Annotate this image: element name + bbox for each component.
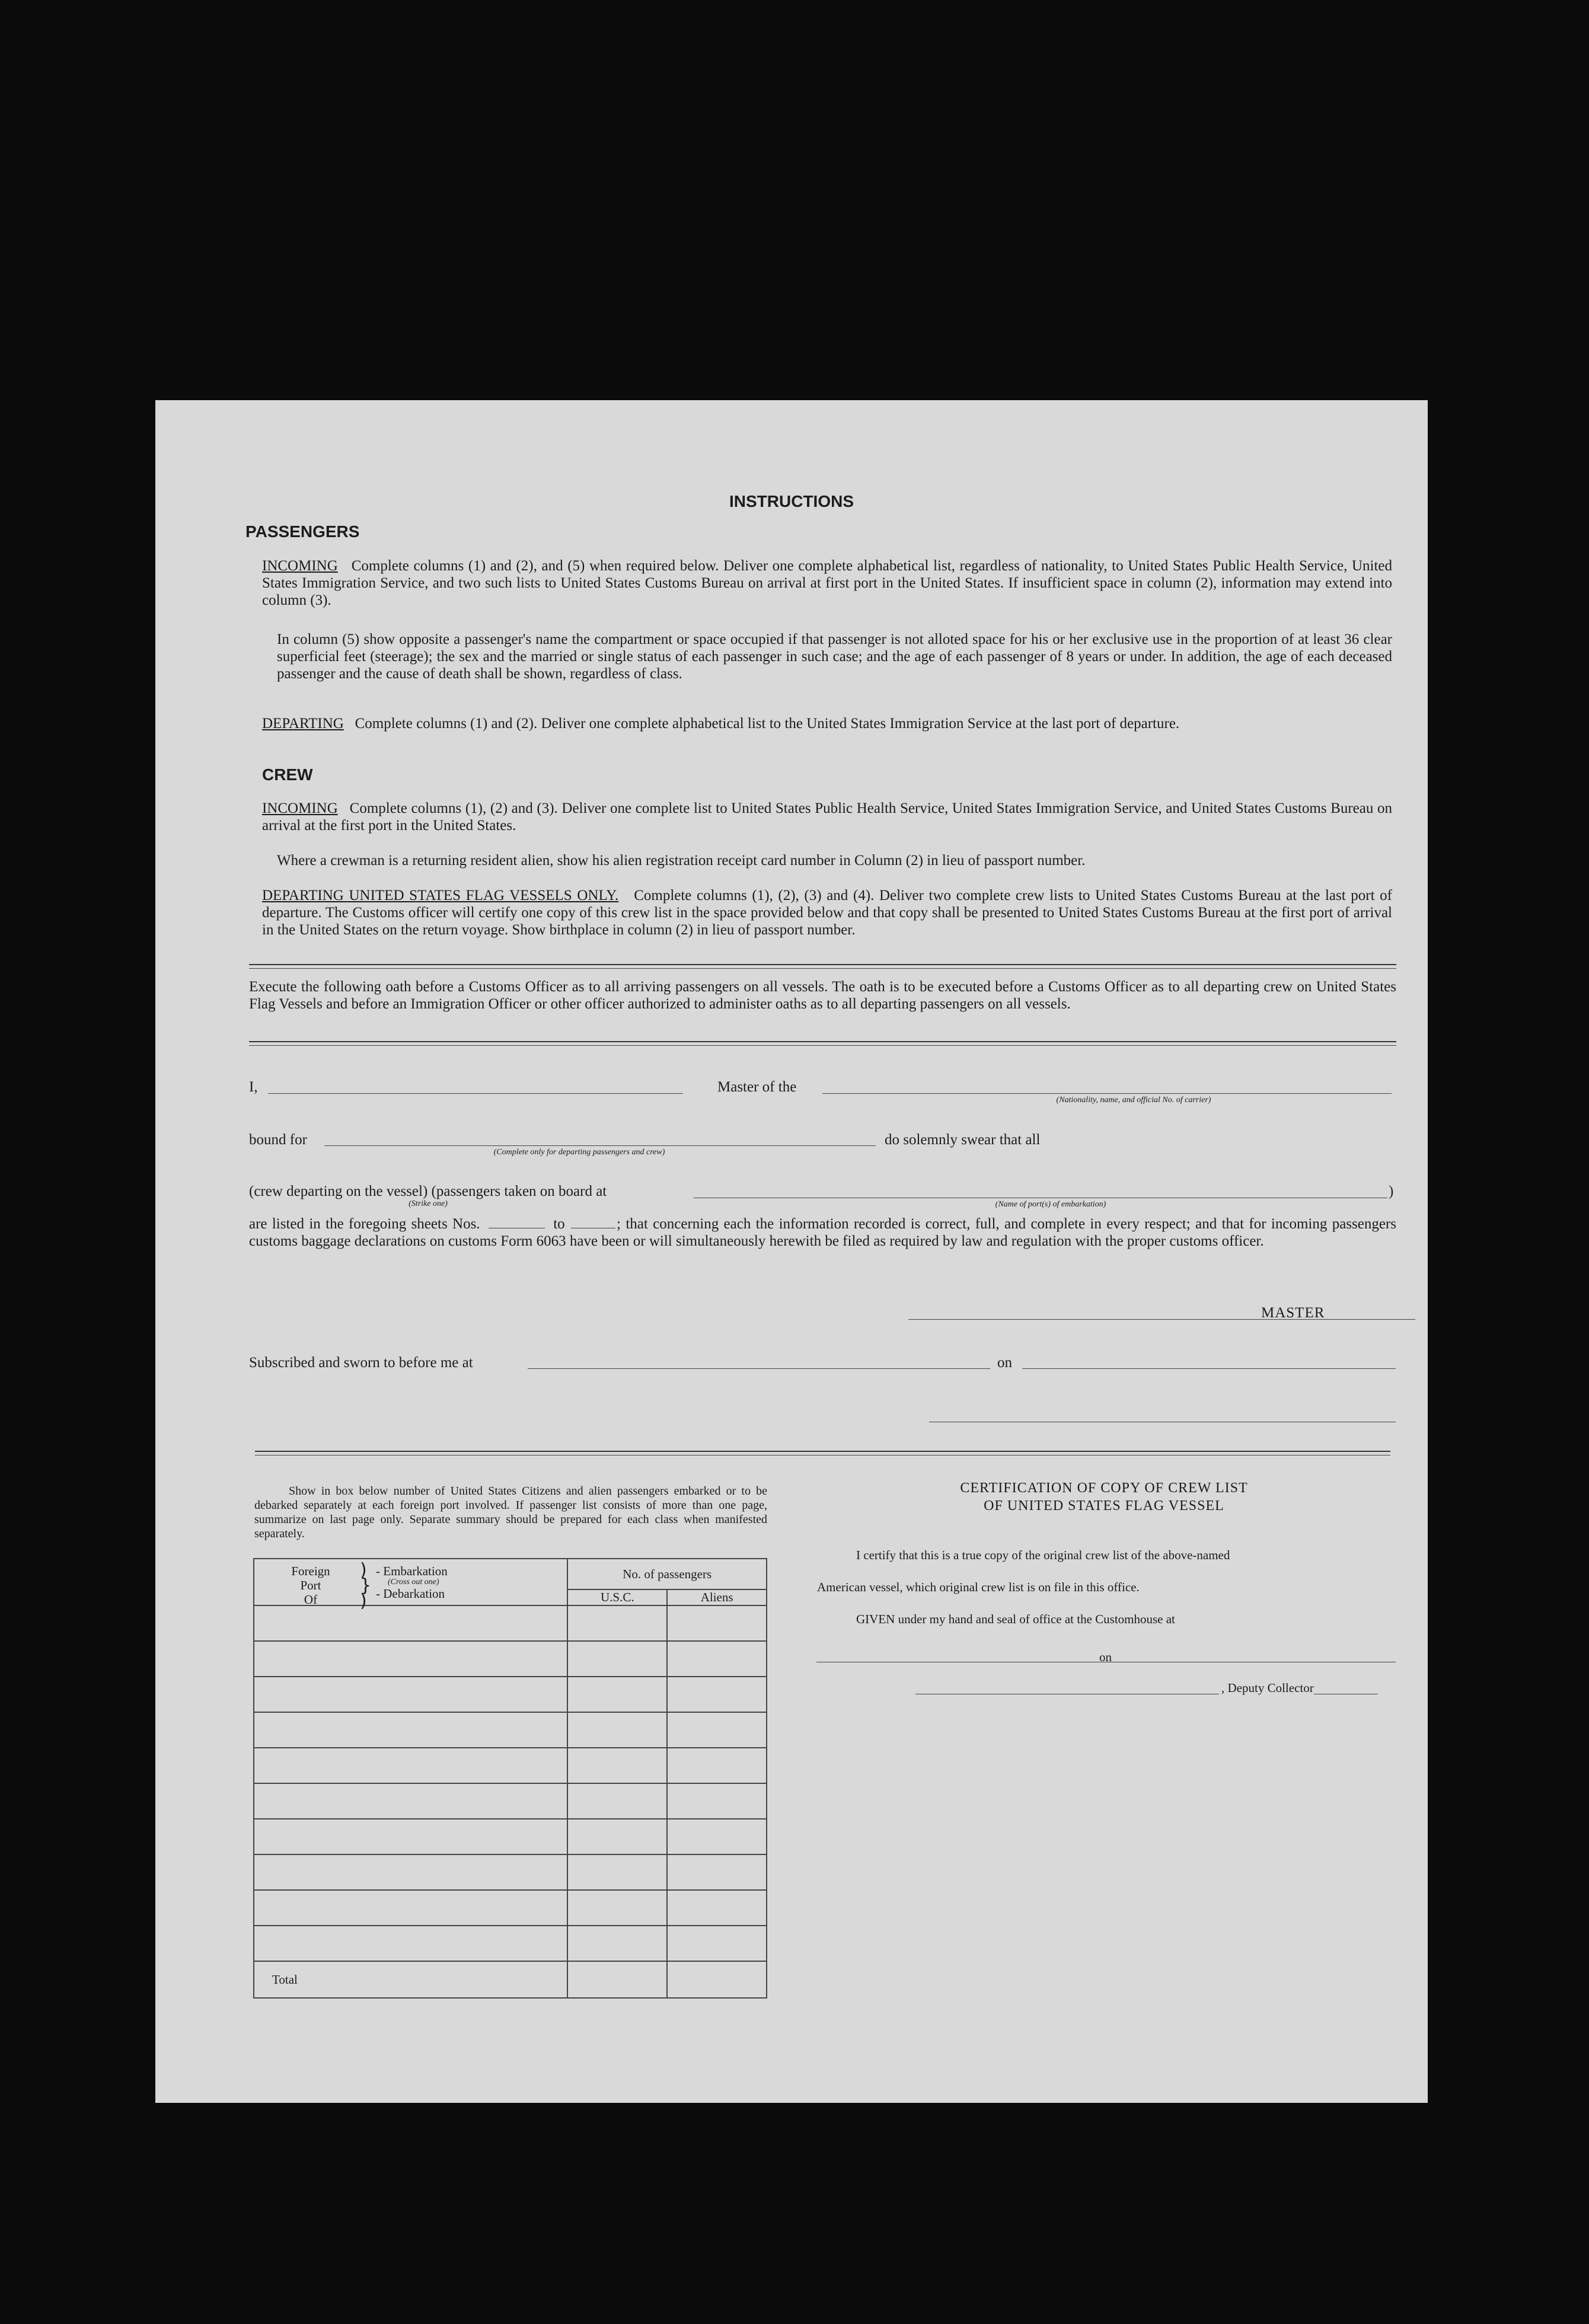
aliens-cell[interactable] [667, 1890, 767, 1926]
crew-resident-note: Where a crewman is a returning resident alien, show his alien registration receipt card number in Column (2) in lieu of passport number. [277, 853, 1086, 869]
aliens-cell[interactable] [667, 1605, 767, 1641]
table-row [254, 1854, 767, 1890]
crew-incoming-label: INCOMING [262, 800, 338, 816]
no-of-passengers-header: No. of passengers [567, 1559, 767, 1589]
listed-to-label: to [553, 1216, 565, 1232]
crew-incoming-text: Complete columns (1), (2) and (3). Deliver one complete list to United States Public Health Service, United States Immigration Service, and United States Customs Bureau on arrival at the first port in the United States. [262, 800, 1392, 834]
passengers-incoming-label: INCOMING [262, 558, 338, 574]
sheet-to-field[interactable] [571, 1216, 615, 1228]
master-name-line[interactable] [268, 1093, 683, 1094]
port-header-cell [254, 1559, 567, 1611]
usc-cell[interactable] [567, 1641, 667, 1677]
oath-intro: Execute the following oath before a Customs Officer as to all arriving passengers on all vessels. The oath is to be executed before a Customs Officer as to all departing crew on United States Flag Vessels and before an Immigration Officer or other officer authorized to administer oaths as to all departing passengers on all vessels. [249, 979, 1396, 1012]
certification-title [808, 1479, 1400, 1515]
aliens-total-cell[interactable] [667, 1961, 767, 1998]
table-row [254, 1641, 767, 1677]
table-row [254, 1926, 767, 1961]
sworn-place-line[interactable] [528, 1368, 990, 1369]
port-cell[interactable] [254, 1712, 567, 1748]
crew-heading: CREW [262, 765, 313, 784]
port-cell[interactable] [254, 1926, 567, 1961]
certification-title-line-1: CERTIFICATION OF COPY OF CREW LIST [960, 1480, 1248, 1496]
usc-header: U.S.C. [567, 1589, 667, 1605]
passengers-incoming-text: Complete columns (1) and (2), and (5) when required below. Deliver one complete alphabetical list, regardless of nationality, to United States Public Health Service, United States Immigration Service, and two such lists to United States Customs Bureau on arrival at first port in the United States. If insufficient space in column (2), information may extend into column (3). [262, 558, 1392, 608]
sworn-date-line[interactable] [1022, 1368, 1396, 1369]
carrier-line[interactable] [822, 1093, 1392, 1094]
aliens-cell[interactable] [667, 1712, 767, 1748]
sheet-from-field[interactable] [489, 1216, 545, 1228]
usc-cell[interactable] [567, 1819, 667, 1854]
usc-cell[interactable] [567, 1605, 667, 1641]
crew-departing-flag-label: DEPARTING UNITED STATES FLAG VESSELS ONLY. [262, 888, 619, 904]
usc-cell[interactable] [567, 1712, 667, 1748]
bound-caption: (Complete only for departing passengers and crew) [493, 1148, 665, 1157]
carrier-caption: (Nationality, name, and official No. of carrier) [1056, 1096, 1211, 1104]
of-label: Of [304, 1592, 318, 1607]
port-cell[interactable] [254, 1605, 567, 1641]
usc-cell[interactable] [567, 1890, 667, 1926]
crew-departing-label: (crew departing on the vessel) (passengers taken on board at [249, 1183, 607, 1199]
divider [249, 1045, 1396, 1046]
instructions-heading: INSTRUCTIONS [729, 492, 854, 510]
passengers-departing-label: DEPARTING [262, 716, 344, 732]
subscribed-label: Subscribed and sworn to before me at [249, 1355, 473, 1371]
embarkation-label: - Embarkation [376, 1564, 448, 1578]
passengers-heading: PASSENGERS [245, 522, 360, 541]
passengers-departing-text: Complete columns (1) and (2). Deliver one complete alphabetical list to the United States Immigration Service at the last port of departure. [355, 716, 1180, 732]
listed-text-2: ; that concerning each the information recorded is correct, full, and complete in every respect; and that for incoming passengers customs baggage declarations on customs Form 6063 have been or will simultaneously herewith be filed as required by law and regulation with the proper customs officer. [249, 1216, 1396, 1249]
passenger-summary-table [253, 1558, 767, 1999]
crew-departing-flag-paragraph [262, 887, 1392, 938]
close-paren: ) [1389, 1183, 1394, 1199]
port-label: Port [300, 1578, 321, 1592]
total-label: Total [254, 1961, 567, 1998]
table-row [254, 1819, 767, 1854]
table-row [254, 1748, 767, 1783]
crew-incoming-paragraph [262, 800, 1392, 834]
strike-one-caption: (Strike one) [409, 1199, 448, 1208]
table-row [254, 1783, 767, 1819]
passengers-incoming-paragraph [262, 557, 1392, 609]
table-row [254, 1712, 767, 1748]
column5-note: In column (5) show opposite a passenger's name the compartment or space occupied if that passenger is not alloted space for his or her exclusive use in the proportion of at least 36 clear superficial feet (steerage); the sex and the married or single status of each passenger in such case; and the age of each passenger of 8 years or under. In addition, the age of each deceased passenger and the cause of death shall be shown, regardless of class. [277, 631, 1392, 682]
cross-out-caption: (Cross out one) [388, 1578, 439, 1586]
sworn-on-label: on [997, 1355, 1012, 1371]
port-cell[interactable] [254, 1819, 567, 1854]
usc-cell[interactable] [567, 1926, 667, 1961]
usc-cell[interactable] [567, 1783, 667, 1819]
master-of-the-label: Master of the [717, 1079, 797, 1095]
ports-caption: (Name of port(s) of embarkation) [995, 1200, 1106, 1209]
port-cell[interactable] [254, 1641, 567, 1677]
passengers-departing-paragraph [262, 715, 1392, 732]
master-label: MASTER [1261, 1305, 1325, 1321]
aliens-cell[interactable] [667, 1854, 767, 1890]
port-cell[interactable] [254, 1890, 567, 1926]
form-page [155, 400, 1428, 2103]
debarkation-label: - Debarkation [376, 1586, 445, 1601]
port-cell[interactable] [254, 1854, 567, 1890]
table-row [254, 1677, 767, 1712]
summary-note: Show in box below number of United States Citizens and alien passengers embarked or to be debarked separately at each foreign port involved. If passenger list consists of more than one page, summarize on last page only. Separate summary should be prepared for each class when manifested separately. [254, 1485, 767, 1540]
divider [255, 1451, 1390, 1452]
oath-i-label: I, [249, 1079, 258, 1095]
bound-for-line[interactable] [324, 1145, 876, 1146]
certification-title-line-2: OF UNITED STATES FLAG VESSEL [984, 1498, 1224, 1514]
bound-for-label: bound for [249, 1132, 307, 1148]
listed-text-1: are listed in the foregoing sheets Nos. [249, 1216, 480, 1232]
aliens-cell[interactable] [667, 1783, 767, 1819]
aliens-cell[interactable] [667, 1677, 767, 1712]
certify-line-2: American vessel, which original crew list is on file in this office. [817, 1580, 1140, 1594]
divider [249, 968, 1396, 969]
deputy-collector-label: , Deputy Collector [1219, 1681, 1314, 1696]
listed-paragraph [249, 1215, 1396, 1250]
table-row [254, 1890, 767, 1926]
divider [249, 964, 1396, 965]
total-row [254, 1961, 767, 1998]
certify-line-3: GIVEN under my hand and seal of office at the Customhouse at [856, 1612, 1175, 1626]
foreign-label: Foreign [291, 1564, 330, 1578]
crew-departing-flag-text: Complete columns (1), (2), (3) and (4). Deliver two complete crew lists to United States Customs Bureau at the last port of departure. The Customs officer will certify one copy of this crew list in the space provided below and that copy shall be presented to United States Customs Bureau at the first port of arrival in the United States on the return voyage. Show birthplace in column (2) in lieu of passport number. [262, 888, 1393, 938]
port-cell[interactable] [254, 1677, 567, 1712]
usc-cell[interactable] [567, 1677, 667, 1712]
certify-line-1: I certify that this is a true copy of the original crew list of the above-named [856, 1548, 1230, 1562]
usc-cell[interactable] [567, 1748, 667, 1783]
divider [249, 1041, 1396, 1042]
aliens-cell[interactable] [667, 1819, 767, 1854]
aliens-cell[interactable] [667, 1641, 767, 1677]
port-cell[interactable] [254, 1783, 567, 1819]
aliens-cell[interactable] [667, 1926, 767, 1961]
master-signature-line[interactable] [908, 1319, 1415, 1320]
certify-on-label: on [1099, 1650, 1112, 1664]
aliens-header: Aliens [667, 1589, 767, 1605]
usc-total-cell[interactable] [567, 1961, 667, 1998]
table-row [254, 1605, 767, 1641]
do-swear-label: do solemnly swear that all [885, 1132, 1041, 1148]
usc-cell[interactable] [567, 1854, 667, 1890]
port-cell[interactable] [254, 1748, 567, 1783]
bracket-icon: ) } ) [360, 1560, 372, 1611]
aliens-cell[interactable] [667, 1748, 767, 1783]
